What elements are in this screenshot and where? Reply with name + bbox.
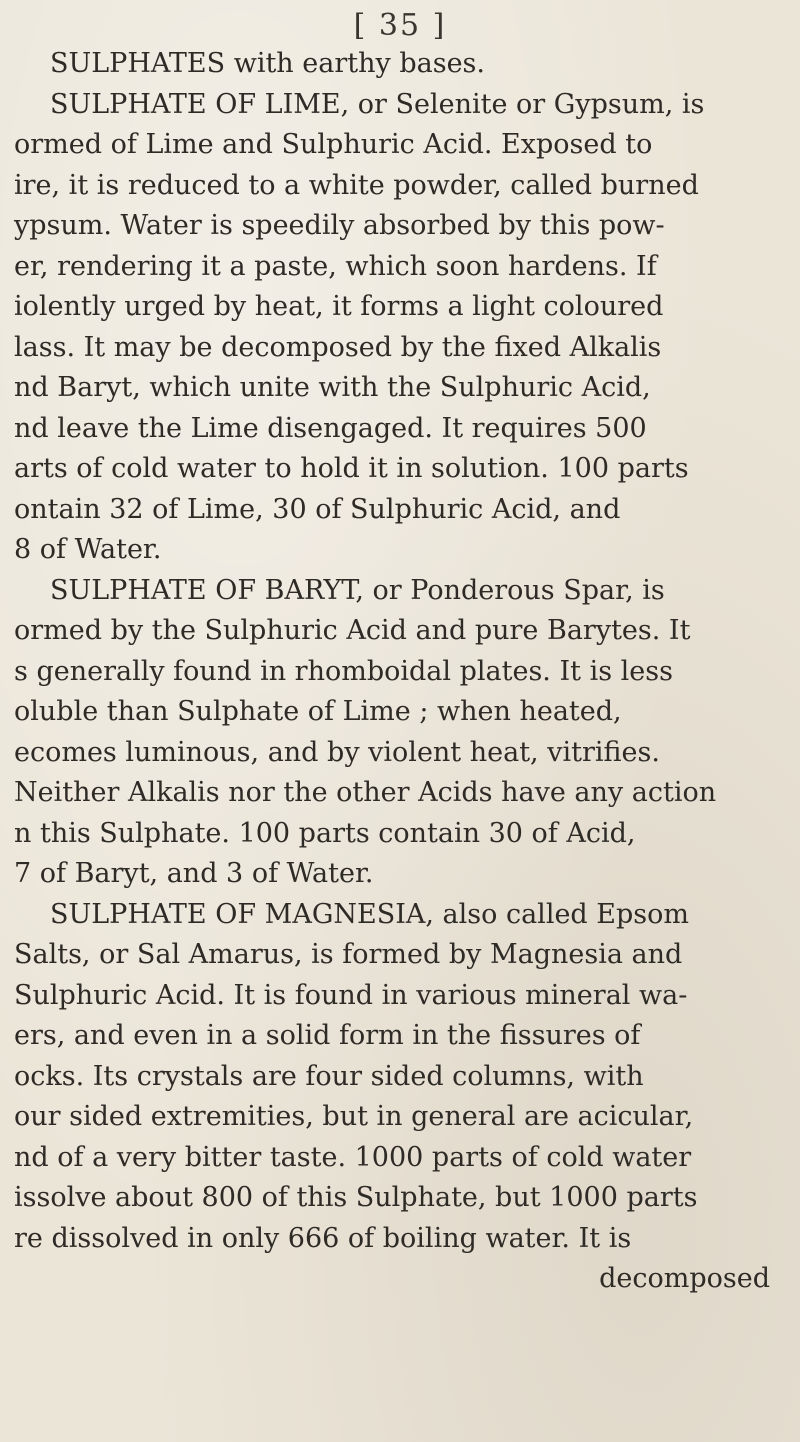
text-line: 8 of Water. bbox=[14, 534, 162, 565]
body-text bbox=[0, 44, 790, 1300]
text-line: nd leave the Lime disengaged. It requires 500 bbox=[14, 412, 647, 444]
text-line: ontain 32 of Lime, 30 of Sulphuric Acid, and bbox=[14, 493, 621, 525]
text-line: n this Sulphate. 100 parts contain 30 of Acid, bbox=[14, 817, 636, 849]
text-line: ocks. Its crystals are four sided columns, with bbox=[14, 1060, 644, 1092]
text-line: SULPHATE OF MAGNESIA, also called Epsom bbox=[50, 898, 690, 930]
text-line: ire, it is reduced to a white powder, called burned bbox=[14, 169, 699, 201]
text-line: issolve about 800 of this Sulphate, but 1000 parts bbox=[14, 1182, 698, 1213]
text-line: ormed by the Sulphuric Acid and pure Barytes. It bbox=[14, 615, 691, 646]
text-line: Sulphuric Acid. It is found in various mineral wa- bbox=[14, 979, 688, 1011]
text-line: 7 of Baryt, and 3 of Water. bbox=[14, 858, 374, 889]
text-line: ypsum. Water is speedily absorbed by this pow- bbox=[14, 210, 665, 241]
catchword: decomposed bbox=[599, 1263, 770, 1294]
text-line: er, rendering it a paste, which soon hardens. If bbox=[14, 250, 657, 282]
text-line: SULPHATE OF BARYT, or Ponderous Spar, is bbox=[50, 574, 665, 606]
text-line: iolently urged by heat, it forms a light coloured bbox=[14, 291, 664, 322]
text-line: Salts, or Sal Amarus, is formed by Magnesia and bbox=[14, 939, 683, 970]
text-line: our sided extremities, but in general are acicular, bbox=[14, 1101, 694, 1132]
text-line: SULPHATE OF LIME, or Selenite or Gypsum, is bbox=[50, 88, 705, 120]
text-line: ecomes luminous, and by violent heat, vitrifies. bbox=[14, 736, 660, 768]
text-line: re dissolved in only 666 of boiling water. It is bbox=[14, 1222, 632, 1254]
text-line: s generally found in rhomboidal plates. It is less bbox=[14, 655, 673, 687]
text-line: arts of cold water to hold it in solution. 100 parts bbox=[14, 453, 689, 484]
text-line: lass. It may be decomposed by the fixed Alkalis bbox=[14, 331, 662, 363]
text-line: ers, and even in a solid form in the fissures of bbox=[14, 1020, 641, 1051]
page-number: [ 35 ] bbox=[353, 8, 447, 43]
text-line: nd of a very bitter taste. 1000 parts of cold water bbox=[14, 1141, 692, 1173]
text-line: oluble than Sulphate of Lime ; when heated, bbox=[14, 696, 622, 727]
text-line: SULPHATES with earthy bases. bbox=[50, 48, 485, 79]
text-line: nd Baryt, which unite with the Sulphuric Acid, bbox=[14, 372, 651, 403]
text-line: ormed of Lime and Sulphuric Acid. Exposed to bbox=[14, 129, 653, 160]
text-line: Neither Alkalis nor the other Acids have any action bbox=[14, 777, 717, 808]
